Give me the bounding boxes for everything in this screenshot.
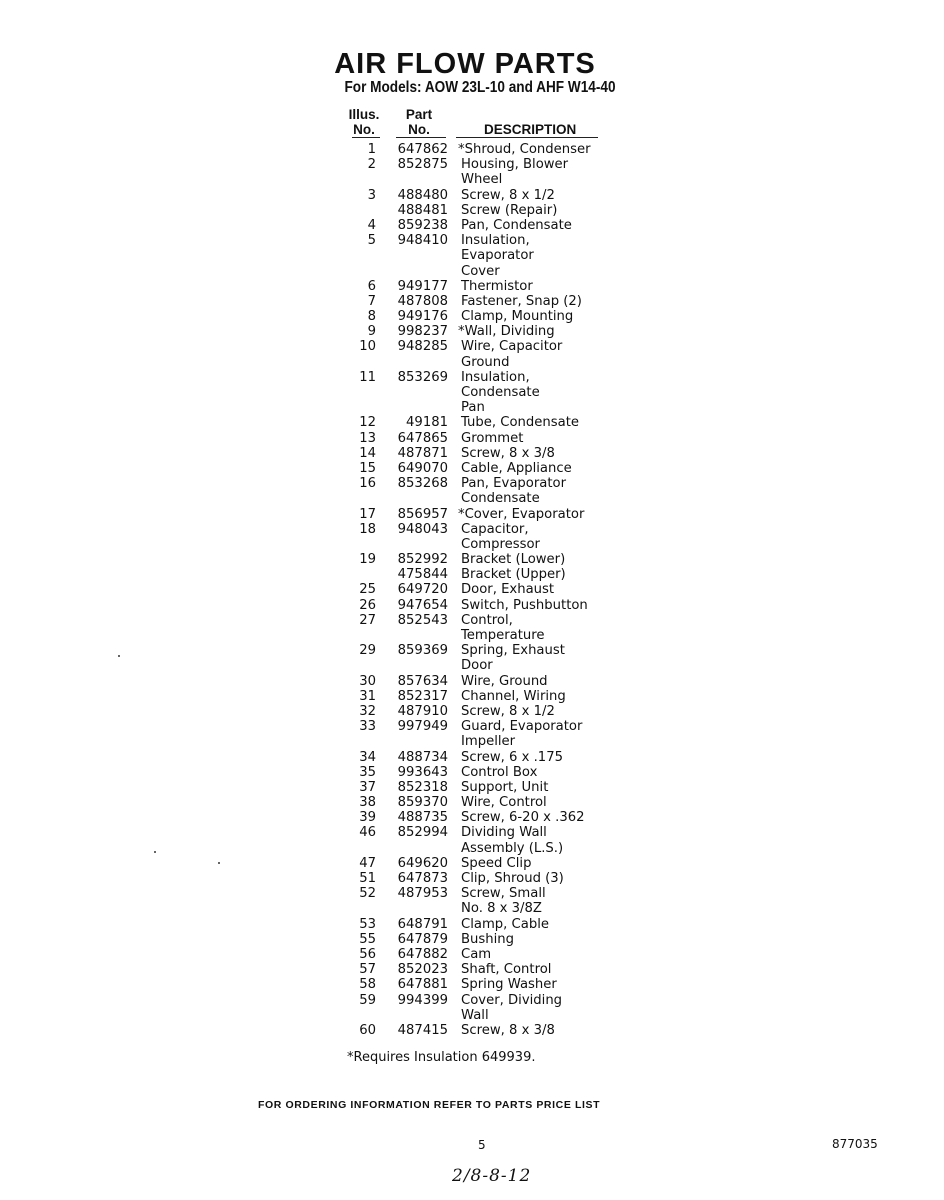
table-row xyxy=(340,431,620,446)
description-line: No. 8 x 3/8Z xyxy=(461,901,542,917)
part-number: 947654 xyxy=(397,597,448,613)
table-row xyxy=(340,157,620,187)
description-line: Cam xyxy=(461,946,492,962)
illus-number: 51 xyxy=(359,871,376,886)
table-row xyxy=(340,294,620,309)
page-title: AIR FLOW PARTS xyxy=(334,48,596,80)
part-number: 647882 xyxy=(397,946,448,962)
table-row xyxy=(340,279,620,294)
part-number: 997949 xyxy=(397,719,448,735)
part-description xyxy=(448,582,554,597)
illus-number xyxy=(340,203,376,218)
table-row xyxy=(340,689,620,704)
table-row xyxy=(340,643,620,673)
part-description xyxy=(448,507,584,522)
illus-number: 14 xyxy=(359,445,376,461)
illus-number: 4 xyxy=(367,217,376,233)
table-row xyxy=(340,415,620,430)
description-line: Assembly (L.S.) xyxy=(461,840,564,856)
table-row xyxy=(340,142,620,157)
part-number: 647862 xyxy=(397,142,448,157)
table-row xyxy=(340,476,620,506)
table-row xyxy=(340,522,620,552)
description-line: Clamp, Mounting xyxy=(461,309,574,325)
scan-speck xyxy=(218,862,220,864)
illus-number: 47 xyxy=(359,855,376,871)
ordering-info: FOR ORDERING INFORMATION REFER TO PARTS PRICE LIST xyxy=(258,1099,601,1111)
table-row xyxy=(340,993,620,1023)
description-line: Screw, 6-20 x .362 xyxy=(461,810,585,826)
table-row xyxy=(340,932,620,947)
description-line: Speed Clip xyxy=(461,855,532,871)
illus-number: 3 xyxy=(367,187,376,203)
table-row xyxy=(340,598,620,613)
description-line: *Wall, Dividing xyxy=(458,324,555,340)
description-line: Bushing xyxy=(461,931,515,947)
part-number: 852023 xyxy=(397,962,448,978)
illus-number xyxy=(340,567,376,582)
part-number: 852543 xyxy=(397,612,448,628)
table-row xyxy=(340,765,620,780)
description-line: Support, Unit xyxy=(461,779,549,795)
illus-number: 53 xyxy=(359,916,376,932)
table-row xyxy=(340,674,620,689)
part-number: 487808 xyxy=(397,293,448,309)
description-line: Shaft, Control xyxy=(461,962,552,978)
illus-number: 6 xyxy=(367,278,376,294)
illus-number: 30 xyxy=(359,673,376,689)
part-description xyxy=(448,1023,555,1038)
table-row xyxy=(340,339,620,369)
handwritten-note: 2/8-8-12 xyxy=(452,1166,532,1186)
description-line: Wire, Ground xyxy=(461,673,548,689)
part-description xyxy=(448,461,572,476)
description-line: Control, xyxy=(461,612,513,628)
table-row xyxy=(340,825,620,855)
description-line: Bracket (Lower) xyxy=(461,552,566,568)
table-row xyxy=(340,886,620,916)
part-description xyxy=(448,674,548,689)
header-text: No. xyxy=(408,122,430,137)
description-line: Pan, Evaporator xyxy=(461,476,567,492)
part-description xyxy=(448,871,564,886)
description-line: Spring, Exhaust xyxy=(461,643,565,659)
table-row xyxy=(340,309,620,324)
part-description xyxy=(448,446,555,461)
description-line: Pan xyxy=(461,400,485,416)
part-description xyxy=(448,780,548,795)
part-description xyxy=(448,203,557,218)
part-number: 994399 xyxy=(397,992,448,1008)
description-line: Cover xyxy=(461,263,500,279)
description-line: *Cover, Evaporator xyxy=(458,506,585,522)
table-row xyxy=(340,567,620,582)
part-number: 475844 xyxy=(397,567,448,583)
illus-number: 9 xyxy=(367,324,376,340)
part-description xyxy=(448,233,534,279)
description-line: Wall xyxy=(461,1007,489,1023)
table-row xyxy=(340,947,620,962)
page-number: 5 xyxy=(478,1138,486,1152)
illus-number: 18 xyxy=(359,521,376,537)
part-number: 487910 xyxy=(397,703,448,719)
part-number: 852994 xyxy=(397,825,448,841)
part-number: 647879 xyxy=(397,931,448,947)
description-line: Wire, Capacitor xyxy=(461,339,563,355)
description-line: Screw, 6 x .175 xyxy=(461,749,563,765)
table-row xyxy=(340,719,620,749)
part-number: 949177 xyxy=(397,278,448,294)
illus-number: 55 xyxy=(359,931,376,947)
table-row xyxy=(340,810,620,825)
part-description xyxy=(448,567,566,582)
description-line: Bracket (Upper) xyxy=(461,567,566,583)
part-number: 859369 xyxy=(397,643,448,659)
part-number: 649720 xyxy=(397,582,448,598)
header-text: Illus. xyxy=(348,107,380,122)
scan-speck xyxy=(154,851,156,853)
illus-number: 59 xyxy=(359,992,376,1008)
description-line: Screw, Small xyxy=(461,886,546,902)
part-number: 488480 xyxy=(397,187,448,203)
part-number: 949176 xyxy=(397,309,448,325)
illus-number: 37 xyxy=(359,779,376,795)
description-line: Impeller xyxy=(461,734,516,750)
description-line: Pan, Condensate xyxy=(461,217,572,233)
illus-number: 12 xyxy=(359,415,376,431)
part-number: 853269 xyxy=(397,369,448,385)
table-row xyxy=(340,917,620,932)
part-description xyxy=(448,324,555,339)
part-description xyxy=(448,552,565,567)
description-line: Guard, Evaporator xyxy=(461,719,583,735)
table-row xyxy=(340,1023,620,1038)
illus-number: 29 xyxy=(359,643,376,659)
part-number: 853268 xyxy=(397,476,448,492)
illus-number: 35 xyxy=(359,764,376,780)
illus-number: 26 xyxy=(359,597,376,613)
part-number: 649620 xyxy=(397,855,448,871)
description-line: Fastener, Snap (2) xyxy=(461,293,582,309)
description-line: Temperature xyxy=(461,628,545,643)
table-row xyxy=(340,582,620,597)
illus-number: 19 xyxy=(359,552,376,568)
part-description xyxy=(448,825,563,855)
part-description xyxy=(448,188,555,203)
part-number: 647873 xyxy=(397,871,448,886)
part-description xyxy=(448,765,537,780)
table-row xyxy=(340,750,620,765)
scan-speck xyxy=(118,655,120,657)
illus-number: 58 xyxy=(359,977,376,993)
part-description xyxy=(448,947,491,962)
header-rule xyxy=(352,137,380,138)
part-description xyxy=(448,431,523,446)
description-line: Tube, Condensate xyxy=(461,415,579,431)
illus-no-header xyxy=(346,107,382,137)
table-row xyxy=(340,507,620,522)
part-description xyxy=(448,993,562,1023)
description-line: Insulation, xyxy=(461,233,530,249)
part-description xyxy=(448,294,582,309)
part-description xyxy=(448,598,588,613)
part-description xyxy=(448,142,591,157)
part-description xyxy=(448,157,568,187)
illus-number: 7 xyxy=(367,293,376,309)
part-description xyxy=(448,689,566,704)
part-number: 649070 xyxy=(397,460,448,476)
description-line: Housing, Blower xyxy=(461,157,569,173)
part-description xyxy=(448,977,557,992)
table-row xyxy=(340,962,620,977)
part-number: 948285 xyxy=(397,339,448,355)
part-number: 993643 xyxy=(397,764,448,780)
part-number: 487415 xyxy=(397,1022,448,1038)
part-number: 998237 xyxy=(397,324,448,340)
description-line: Screw (Repair) xyxy=(461,202,558,218)
description-line: Cover, Dividing xyxy=(461,992,563,1008)
part-description xyxy=(448,613,545,643)
part-number: 852875 xyxy=(397,157,448,173)
illus-number: 16 xyxy=(359,476,376,492)
description-line: Screw, 8 x 1/2 xyxy=(461,703,555,719)
description-line: Screw, 8 x 3/8 xyxy=(461,445,555,461)
part-description xyxy=(448,810,585,825)
part-number: 648791 xyxy=(397,916,448,932)
header-text: No. xyxy=(353,122,375,137)
illus-number: 27 xyxy=(359,612,376,628)
description-line: Compressor xyxy=(461,536,540,552)
part-description xyxy=(448,962,551,977)
part-description xyxy=(448,339,562,369)
part-number: 856957 xyxy=(397,506,448,522)
part-description xyxy=(448,932,514,947)
table-row xyxy=(340,871,620,886)
description-line: Switch, Pushbutton xyxy=(461,597,588,613)
illus-number: 38 xyxy=(359,795,376,811)
illus-number: 52 xyxy=(359,886,376,902)
table-row xyxy=(340,188,620,203)
part-number: 948410 xyxy=(397,233,448,249)
models-subtitle: For Models: AOW 23L-10 and AHF W14-40 xyxy=(344,79,616,96)
parts-table xyxy=(340,142,620,1038)
table-row xyxy=(340,203,620,218)
document-code: 877035 xyxy=(832,1137,878,1151)
description-line: Dividing Wall xyxy=(461,825,547,841)
part-description xyxy=(448,476,566,506)
table-row xyxy=(340,795,620,810)
table-row xyxy=(340,370,620,416)
illus-number: 31 xyxy=(359,688,376,704)
description-line: Thermistor xyxy=(461,278,533,294)
illus-number: 15 xyxy=(359,460,376,476)
description-line: Ground xyxy=(461,354,510,370)
part-description xyxy=(448,370,540,416)
header-text: Part xyxy=(405,107,433,122)
description-line: *Shroud, Condenser xyxy=(458,142,591,157)
illus-number: 8 xyxy=(367,309,376,325)
part-number: 487953 xyxy=(397,886,448,902)
part-description xyxy=(448,719,582,749)
description-line: Wheel xyxy=(461,172,503,188)
description-line: Door, Exhaust xyxy=(461,582,555,598)
part-number: 852992 xyxy=(397,552,448,568)
description-line: Screw, 8 x 3/8 xyxy=(461,1022,555,1038)
illus-number: 46 xyxy=(359,825,376,841)
part-no-header xyxy=(396,107,442,137)
part-number: 857634 xyxy=(397,673,448,689)
part-number: 488481 xyxy=(397,202,448,218)
part-number: 49181 xyxy=(406,415,448,431)
description-line: Condensate xyxy=(461,385,540,400)
table-row xyxy=(340,461,620,476)
description-line: Clip, Shroud (3) xyxy=(461,871,564,886)
illus-number: 32 xyxy=(359,703,376,719)
illus-number: 39 xyxy=(359,810,376,826)
table-row xyxy=(340,218,620,233)
table-row xyxy=(340,324,620,339)
part-description xyxy=(448,309,573,324)
part-number: 647865 xyxy=(397,430,448,446)
illus-number: 57 xyxy=(359,962,376,978)
description-line: Wire, Control xyxy=(461,795,547,811)
illus-number: 25 xyxy=(359,582,376,598)
part-number: 859370 xyxy=(397,795,448,811)
footnote: *Requires Insulation 649939. xyxy=(347,1050,536,1065)
part-number: 948043 xyxy=(397,521,448,537)
illus-number: 11 xyxy=(359,369,376,385)
part-description xyxy=(448,522,540,552)
description-line: Screw, 8 x 1/2 xyxy=(461,187,555,203)
part-number: 488734 xyxy=(397,749,448,765)
table-row xyxy=(340,233,620,279)
description-line: Capacitor, xyxy=(461,521,529,537)
description-line: Door xyxy=(461,658,493,674)
header-rule xyxy=(396,137,446,138)
part-description xyxy=(448,415,579,430)
table-row xyxy=(340,552,620,567)
illus-number: 33 xyxy=(359,719,376,735)
part-number: 647881 xyxy=(397,977,448,993)
description-line: Evaporator xyxy=(461,248,534,264)
table-row xyxy=(340,856,620,871)
illus-number: 5 xyxy=(367,233,376,249)
illus-number: 10 xyxy=(359,339,376,355)
description-line: Condensate xyxy=(461,491,540,507)
part-number: 852317 xyxy=(397,688,448,704)
description-line: Clamp, Cable xyxy=(461,916,549,932)
description-line: Insulation, xyxy=(461,369,530,385)
illus-number: 17 xyxy=(359,506,376,522)
description-line: Spring Washer xyxy=(461,977,557,993)
part-number: 487871 xyxy=(397,445,448,461)
description-line: Control Box xyxy=(461,764,538,780)
part-description xyxy=(448,704,555,719)
part-number: 488735 xyxy=(397,810,448,826)
table-row xyxy=(340,704,620,719)
part-number: 852318 xyxy=(397,779,448,795)
part-description xyxy=(448,279,533,294)
part-description xyxy=(448,643,565,673)
part-description xyxy=(448,750,563,765)
illus-number: 56 xyxy=(359,946,376,962)
illus-number: 1 xyxy=(367,142,376,157)
description-header: DESCRIPTION xyxy=(484,122,577,137)
header-rule xyxy=(456,137,598,138)
part-description xyxy=(448,917,549,932)
table-row xyxy=(340,977,620,992)
illus-number: 60 xyxy=(359,1022,376,1038)
illus-number: 34 xyxy=(359,749,376,765)
part-number: 859238 xyxy=(397,217,448,233)
illus-number: 13 xyxy=(359,430,376,446)
part-description xyxy=(448,795,547,810)
description-line: Channel, Wiring xyxy=(461,688,566,704)
table-row xyxy=(340,613,620,643)
table-row xyxy=(340,446,620,461)
part-description xyxy=(448,886,546,916)
table-row xyxy=(340,780,620,795)
part-description xyxy=(448,218,572,233)
description-line: Grommet xyxy=(461,430,524,446)
part-description xyxy=(448,856,531,871)
illus-number: 2 xyxy=(367,157,376,173)
description-line: Cable, Appliance xyxy=(461,460,572,476)
